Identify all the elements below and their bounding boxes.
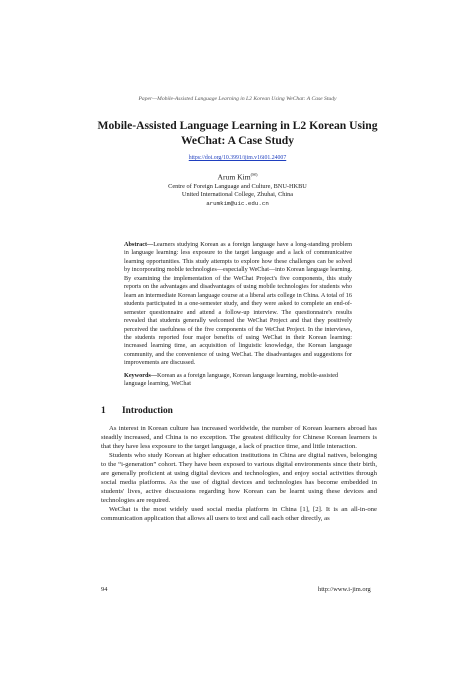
- author-line: [100, 172, 375, 182]
- running-head: Paper—Mobile-Assisted Language Learning in L2 Korean Using WeChat: A Case Study: [138, 96, 337, 102]
- body-paragraph: As interest in Korean culture has increased worldwide, the number of Korean learners abroad has steadily increased, and China is no exception. The greatest difficulty for Chinese Korean learners is that they have less exposure to the target language, a lack of practice time, and little interaction.: [101, 425, 377, 451]
- paper-title: Mobile-Assisted Language Learning in L2 Korean Using WeChat: A Case Study: [97, 119, 378, 147]
- section-number: 1: [101, 406, 106, 416]
- affiliation-line-2: United International College, Zhuhai, China: [181, 191, 294, 199]
- section-title: Introduction: [122, 406, 173, 416]
- corresponding-author-mark: (✉): [250, 172, 258, 177]
- abstract-text: Learners studying Korean as a foreign language have a long-standing problem in language learning: less exposure to the target language and a lack of communicative learning opportunities. This study attempts to explore how these challenges can be solved by incorporating mobile technologies—especially WeChat—into Korean language learning. By examining the implementation of the WeChat Project's five components, this study reports on the advantages and disadvantages of using mobile technologies for students who learn an intermediate Korean language course at a liberal arts college in China. A total of 16 students participated in a one-semester study, and they were asked to complete an end-of-semester questionnaire and attend a follow-up interview. The questionnaire's results revealed that students generally welcomed the WeChat Project and that they positively perceived the usefulness of the five components of the WeChat Project. In the interviews, the students reported four major benefits of using WeChat in their Korean learning: increased learning time, an acquisition of linguistic knowledge, the Korean language community, and the convenience of using WeChat. The disadvantages and suggestions for improvements are discussed.: [124, 241, 352, 367]
- doi-link[interactable]: https://doi.org/10.3991/ijim.v16i01.24007: [188, 155, 287, 161]
- abstract: [124, 241, 352, 368]
- body-paragraph: WeChat is the most widely used social media platform in China [1], [2]. It is an all-in-one communication application that allows all users to text and call each other directly, as: [101, 506, 377, 523]
- section-heading: [101, 406, 173, 416]
- affiliation-line-1: Centre of Foreign Language and Culture, BNU-HKBU: [168, 183, 307, 190]
- keywords-label: Keywords—: [124, 372, 157, 379]
- author-email[interactable]: arumkim@uic.edu.cn: [206, 199, 269, 207]
- body-paragraph: Students who study Korean at higher education institutions in China are digital natives, belonging to the “i-generation” cohort. They have been exposed to various digital environments since their birth, are generally proficient at using digital devices and technologies, and enjoy social activities through social media platforms. As the use of digital devices and technologies has become embedded in students' lives, active discussions regarding how Korean can be learnt using these devices and technologies are required.: [101, 452, 377, 505]
- body-text: [101, 424, 377, 524]
- footer-url[interactable]: http://www.i-jim.org: [318, 586, 371, 593]
- author-name: Arum Kim: [217, 172, 251, 182]
- page-number: 94: [101, 586, 108, 593]
- affiliation-block: [100, 183, 375, 208]
- keywords: [124, 372, 352, 389]
- keywords-text: Korean as a foreign language, Korean language learning, mobile-assisted language learning, WeChat: [124, 372, 339, 388]
- abstract-label: Abstract—: [124, 241, 154, 248]
